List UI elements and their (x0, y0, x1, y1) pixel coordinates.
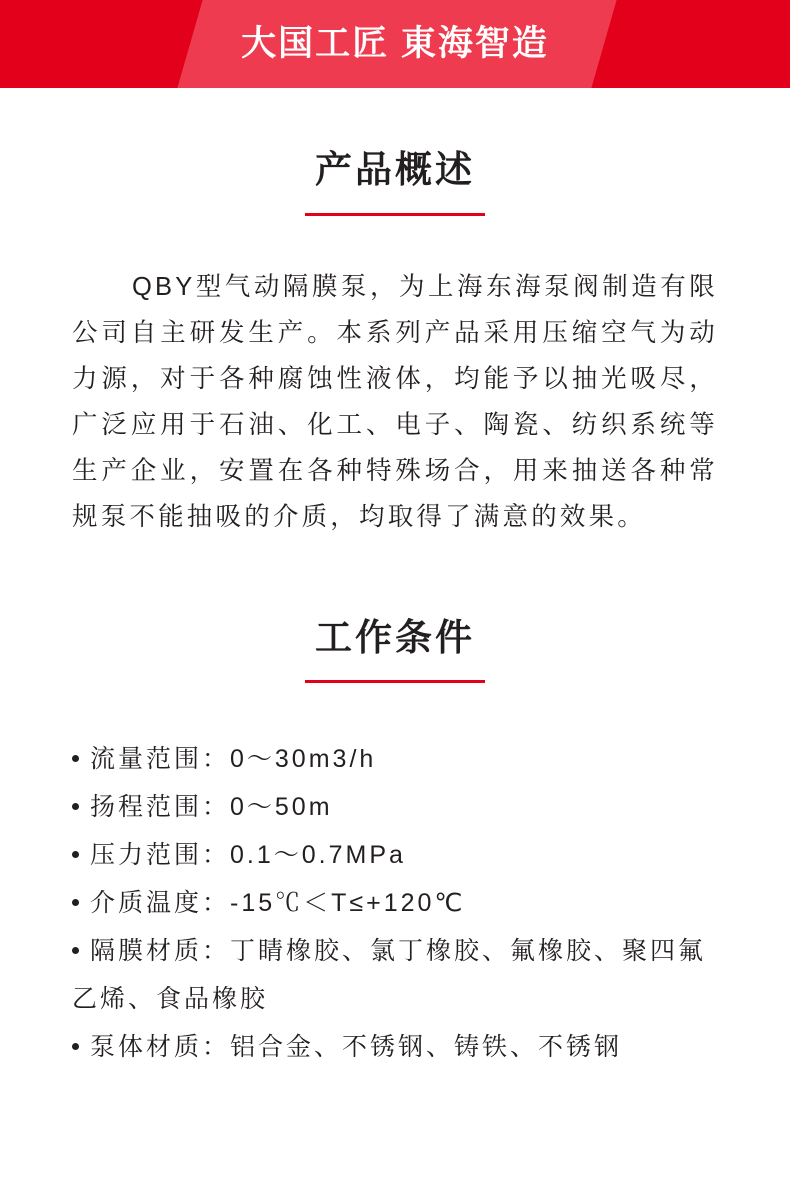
bullet-dot-icon (72, 1043, 79, 1050)
list-item (72, 735, 718, 783)
section-title-conditions: 工作条件 (315, 616, 475, 658)
page-banner (0, 0, 790, 88)
heading-underline-conditions (305, 680, 485, 683)
working-conditions-section (0, 618, 790, 1072)
list-item (72, 879, 718, 927)
product-overview-section (0, 150, 790, 540)
heading-underline-overview (305, 213, 485, 216)
list-item-label: 压力范围：0.1～0.7MPa (90, 841, 406, 870)
list-item-label: 扬程范围：0～50m (90, 793, 333, 822)
bullet-dot-icon (72, 899, 79, 906)
bullet-dot-icon (72, 755, 79, 762)
list-item (72, 927, 718, 1023)
bullet-dot-icon (72, 947, 79, 954)
list-item (72, 783, 718, 831)
bullet-dot-icon (72, 851, 79, 858)
conditions-list (72, 735, 718, 1071)
list-item (72, 1023, 718, 1071)
bullet-dot-icon (72, 803, 79, 810)
list-item-label: 隔膜材质：丁睛橡胶、氯丁橡胶、氟橡胶、聚四氟乙烯、食品橡胶 (72, 937, 707, 1014)
list-item-label: 泵体材质：铝合金、不锈钢、铸铁、不锈钢 (90, 1033, 623, 1062)
list-item-label: 介质温度：-15℃＜T≤+120℃ (90, 889, 466, 918)
conditions-heading-block (72, 618, 718, 684)
list-item (72, 831, 718, 879)
list-item-label: 流量范围：0～30m3/h (90, 745, 377, 774)
overview-paragraph: QBY型气动隔膜泵，为上海东海泵阀制造有限公司自主研发生产。本系列产品采用压缩空气为动力源，对于各种腐蚀性液体，均能予以抽光吸尽，广泛应用于石油、化工、电子、陶瓷、纺织系统等生产企业，安置在各种特殊场合，用来抽送各种常规泵不能抽吸的介质，均取得了满意的效果。 (72, 272, 718, 531)
banner-title: 大国工匠 東海智造 (241, 24, 549, 63)
overview-heading-block (72, 150, 718, 216)
page-title: 产品概述 (315, 149, 475, 190)
